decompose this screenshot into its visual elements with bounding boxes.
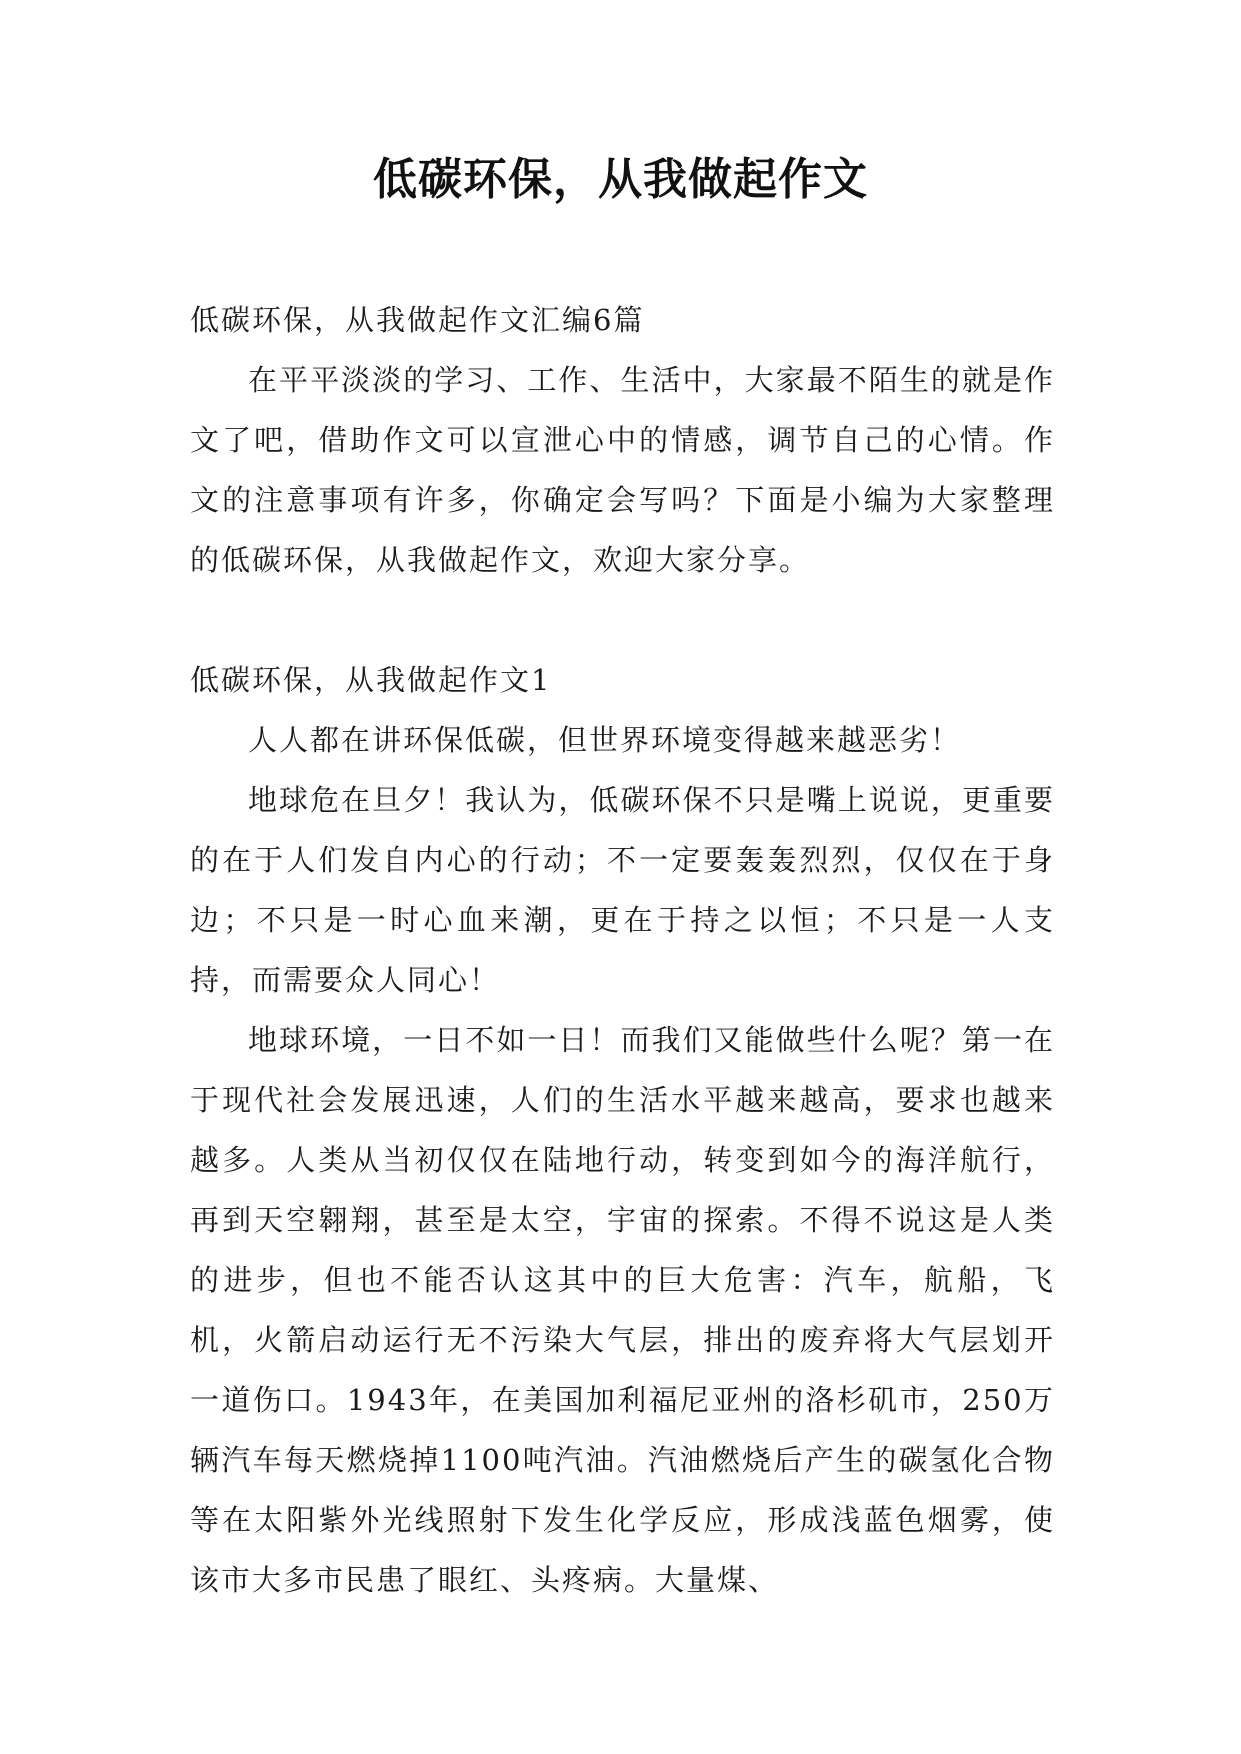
document-body (190, 290, 1055, 1610)
body-paragraph: 地球环境，一日不如一日！而我们又能做些什么呢？第一在于现代社会发展迅速，人们的生活水平越来越高，要求也越来越多。人类从当初仅仅在陆地行动，转变到如今的海洋航行，再到天空翱翔，甚至是太空，宇宙的探索。不得不说这是人类的进步，但也不能否认这其中的巨大危害：汽车，航船，飞机，火箭启动运行无不污染大气层，排出的废弃将大气层划开一道伤口。1943年，在美国加利福尼亚州的洛杉矶市，250万辆汽车每天燃烧掉1100吨汽油。汽油燃烧后产生的碳氢化合物等在太阳紫外光线照射下发生化学反应，形成浅蓝色烟雾，使该市大多市民患了眼红、头疼病。大量煤、 (190, 1023, 1055, 1597)
document-title: 低碳环保，从我做起作文 (373, 154, 868, 205)
body-paragraph: 人人都在讲环保低碳，但世界环境变得越来越恶劣！ (248, 723, 962, 757)
body-paragraph: 地球危在旦夕！我认为，低碳环保不只是嘴上说说，更重要的在于人们发自内心的行动；不一定要轰轰烈烈，仅仅在于身边；不只是一时心血来潮，更在于持之以恒；不只是一人支持，而需要众人同心！ (190, 783, 1055, 997)
document-subtitle: 低碳环保，从我做起作文汇编6篇 (190, 303, 645, 337)
intro-paragraph: 在平平淡淡的学习、工作、生活中，大家最不陌生的就是作文了吧，借助作文可以宣泄心中的情感，调节自己的心情。作文的注意事项有许多，你确定会写吗？下面是小编为大家整理的低碳环保，从我做起作文，欢迎大家分享。 (190, 363, 1055, 577)
section-heading: 低碳环保，从我做起作文1 (190, 663, 552, 697)
section-spacer (190, 590, 1055, 650)
